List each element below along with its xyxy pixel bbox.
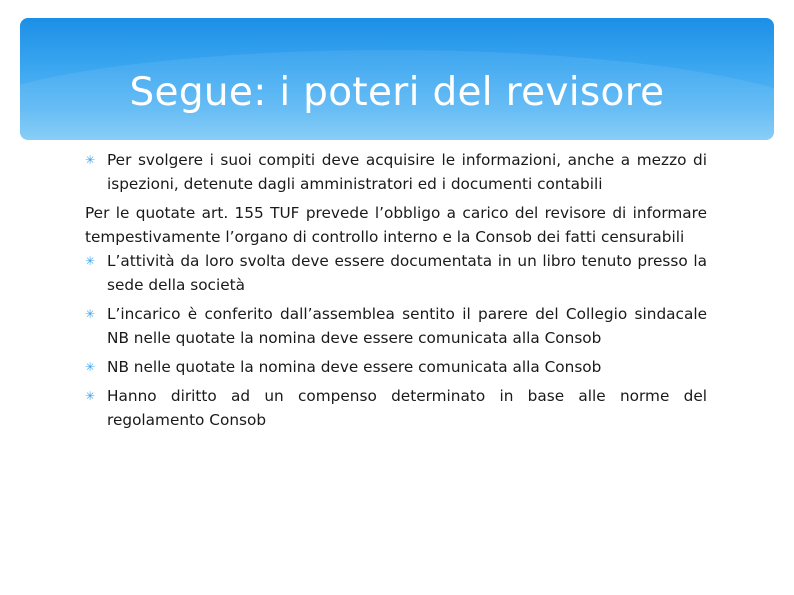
body-paragraph (85, 201, 707, 249)
bullet-text: NB nelle quotate la nomina deve essere comunicata alla Consob (107, 358, 602, 376)
bullet-text: L’incarico è conferito dall’assemblea sentito il parere del Collegio sindacale NB nelle quotate la nomina deve essere comunicata alla Consob (107, 305, 707, 347)
bullet-item (85, 302, 707, 350)
asterisk-bullet-icon: ✳ (85, 153, 96, 167)
bullet-text: L’attività da loro svolta deve essere documentata in un libro tenuto presso la sede della società (107, 252, 707, 294)
bullet-item (85, 249, 707, 297)
paragraph-text: Per le quotate art. 155 TUF prevede l’obbligo a carico del revisore di informare tempestivamente l’organo di controllo interno e la Consob dei fatti censurabili (85, 204, 707, 246)
bullet-item (85, 384, 707, 432)
asterisk-bullet-icon: ✳ (85, 307, 96, 321)
bullet-item (85, 355, 707, 379)
bullet-text: Per svolgere i suoi compiti deve acquisire le informazioni, anche a mezzo di ispezioni, detenute dagli amministratori ed i documenti contabili (107, 151, 707, 193)
bullet-text: Hanno diritto ad un compenso determinato in base alle norme del regolamento Consob (107, 387, 707, 429)
asterisk-bullet-icon: ✳ (85, 254, 96, 268)
slide-title: Segue: i poteri del revisore (129, 70, 665, 115)
bullet-item (85, 148, 707, 196)
asterisk-bullet-icon: ✳ (85, 360, 96, 374)
slide-body (85, 148, 707, 432)
asterisk-bullet-icon: ✳ (85, 389, 96, 403)
title-banner (20, 18, 774, 140)
